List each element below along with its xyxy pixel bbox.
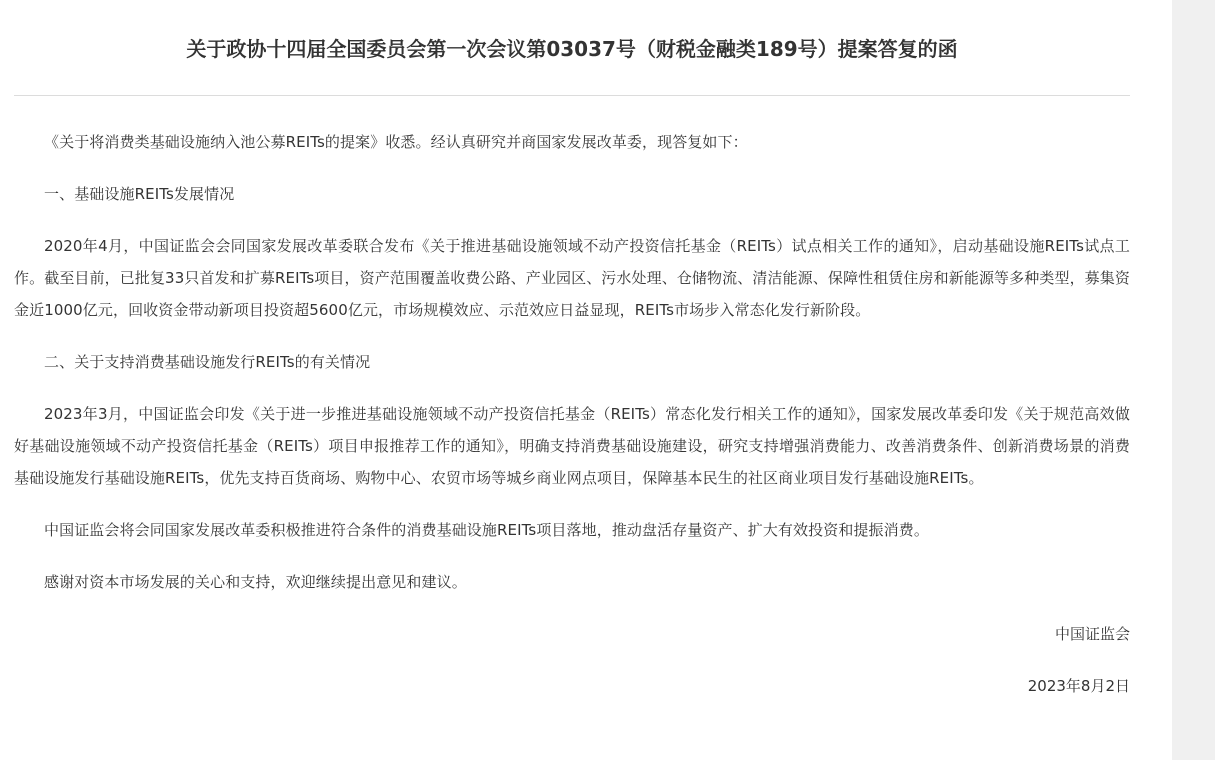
body-paragraph-2: 2023年3月，中国证监会印发《关于进一步推进基础设施领域不动产投资信托基金（REITs）常态化发行相关工作的通知》，国家发展改革委印发《关于规范高效做好基础设施领域不动产投资信托基金（REITs）项目申报推荐工作的通知》，明确支持消费基础设施建设，研究支持增强消费能力、改善消费条件、创新消费场景的消费基础设施发行基础设施REITs，优先支持百货商场、购物中心、农贸市场等城乡商业网点项目，保障基本民生的社区商业项目发行基础设施REITs。 bbox=[14, 405, 1130, 487]
section-heading-2: 二、关于支持消费基础设施发行REITs的有关情况 bbox=[44, 353, 371, 371]
body-paragraph-1: 2020年4月，中国证监会会同国家发展改革委联合发布《关于推进基础设施领域不动产投资信托基金（REITs）试点相关工作的通知》，启动基础设施REITs试点工作。截至目前，已批复33只首发和扩募REITs项目，资产范围覆盖收费公路、产业园区、污水处理、仓储物流、清洁能源、保障性租赁住房和新能源等多种类型，募集资金近1000亿元，回收资金带动新项目投资超5600亿元，市场规模效应、示范效应日益显现，REITs市场步入常态化发行新阶段。 bbox=[14, 237, 1130, 319]
intro-paragraph: 《关于将消费类基础设施纳入池公募REITs的提案》收悉。经认真研究并商国家发展改革委，现答复如下： bbox=[44, 133, 748, 151]
closing-paragraph: 感谢对资本市场发展的关心和支持，欢迎继续提出意见和建议。 bbox=[44, 573, 467, 591]
signature: 中国证监会 bbox=[1054, 625, 1130, 643]
article-title: 关于政协十四届全国委员会第一次会议第03037号（财税金融类189号）提案答复的函 bbox=[186, 37, 958, 61]
right-gutter bbox=[1172, 0, 1215, 760]
section-heading-1: 一、基础设施REITs发展情况 bbox=[44, 185, 235, 203]
article-body bbox=[14, 126, 1130, 702]
title-divider bbox=[14, 95, 1130, 96]
body-paragraph-3: 中国证监会将会同国家发展改革委积极推进符合条件的消费基础设施REITs项目落地，推动盘活存量资产、扩大有效投资和提振消费。 bbox=[44, 521, 929, 539]
signature-date: 2023年8月2日 bbox=[1027, 677, 1130, 695]
article-container bbox=[14, 0, 1130, 722]
